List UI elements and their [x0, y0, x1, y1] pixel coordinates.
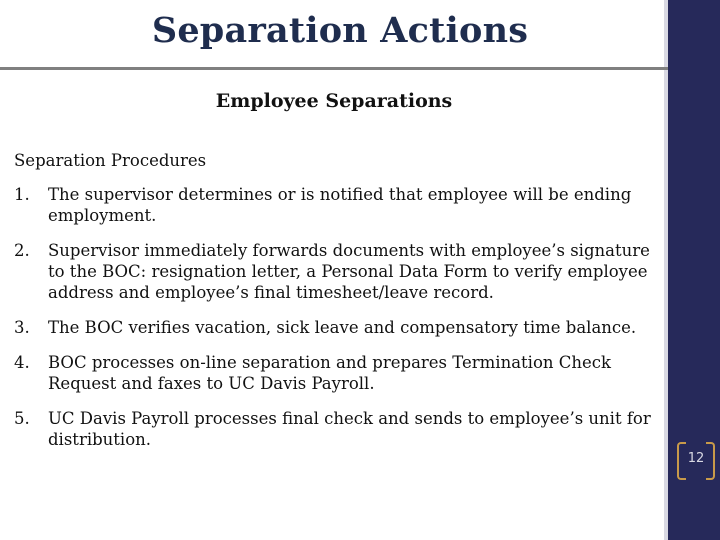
step-number: 4.: [14, 353, 30, 372]
slide-subtitle: Employee Separations: [215, 90, 453, 112]
step-number: 5.: [14, 409, 30, 428]
page-number: 12: [687, 451, 705, 466]
list-item: [14, 352, 664, 394]
list-item: [14, 317, 664, 338]
section-heading: Separation Procedures: [14, 151, 207, 170]
slide-content: [14, 150, 664, 464]
list-item: [14, 184, 664, 226]
procedure-list: [14, 184, 664, 450]
step-text: BOC processes on-line separation and prepares Termination Check Request and faxes to UC Davis Payroll.: [48, 353, 612, 393]
step-number: 3.: [14, 318, 30, 337]
slide-title: Separation Actions: [151, 10, 529, 51]
step-text: Supervisor immediately forwards documents with employee’s signature to the BOC: resignation letter, a Personal Data Form to verify employee address and employee’s final timesheet/leave record.: [48, 241, 650, 302]
list-item: [14, 240, 664, 303]
list-item: [14, 408, 664, 450]
step-number: 1.: [14, 185, 30, 204]
title-divider: [0, 67, 668, 70]
step-text: The supervisor determines or is notified that employee will be ending employment.: [48, 185, 632, 225]
page-number-badge: [677, 442, 715, 478]
step-text: The BOC verifies vacation, sick leave and compensatory time balance.: [48, 318, 637, 337]
step-text: UC Davis Payroll processes final check and sends to employee’s unit for distribution.: [48, 409, 651, 449]
step-number: 2.: [14, 241, 30, 260]
